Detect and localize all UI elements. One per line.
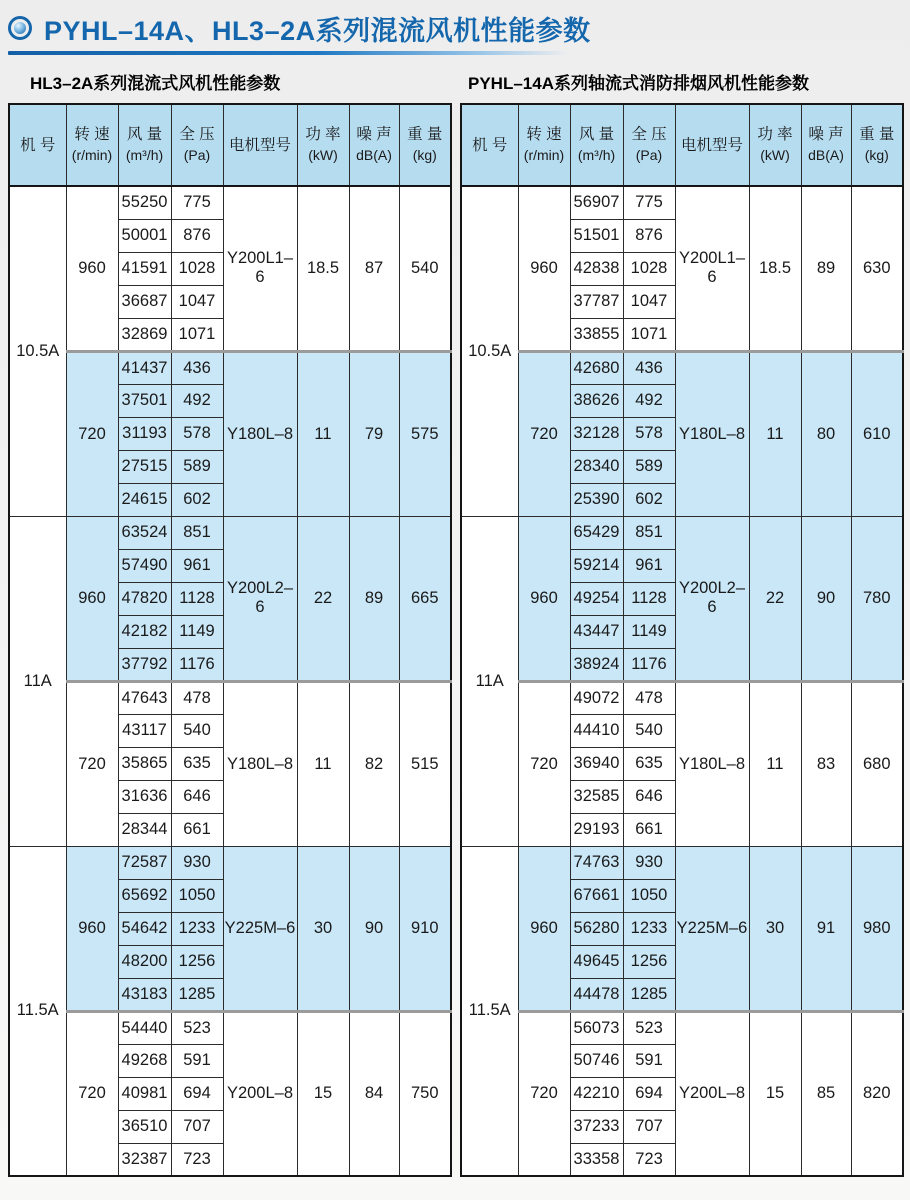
speed-cell: 960 — [66, 516, 118, 681]
pressure-cell: 1128 — [623, 582, 675, 615]
pressure-cell: 1071 — [171, 318, 223, 351]
noise-cell: 83 — [801, 681, 851, 846]
table-row — [461, 681, 903, 714]
pressure-cell: 540 — [623, 714, 675, 747]
noise-cell: 89 — [349, 516, 399, 681]
table-row — [461, 351, 903, 384]
flow-cell: 41437 — [118, 351, 171, 384]
flow-cell: 47643 — [118, 681, 171, 714]
model-cell: 11A — [461, 516, 518, 846]
bullet-core — [14, 22, 26, 34]
flow-cell: 32128 — [570, 417, 623, 450]
flow-cell: 49645 — [570, 945, 623, 978]
pressure-cell: 523 — [623, 1011, 675, 1044]
flow-cell: 25390 — [570, 483, 623, 516]
motor-cell: Y200L1–6 — [223, 186, 297, 351]
column-header-model: 机 号 — [461, 104, 518, 186]
weight-cell: 750 — [399, 1011, 451, 1176]
pressure-cell: 1050 — [623, 879, 675, 912]
page-title: PYHL–14A、HL3–2A系列混流风机性能参数 — [44, 15, 591, 46]
flow-cell: 67661 — [570, 879, 623, 912]
pressure-cell: 1047 — [171, 285, 223, 318]
pressure-cell: 694 — [171, 1077, 223, 1110]
flow-cell: 49072 — [570, 681, 623, 714]
flow-cell: 37787 — [570, 285, 623, 318]
flow-cell: 42838 — [570, 252, 623, 285]
power-cell: 18.5 — [749, 186, 801, 351]
pressure-cell: 661 — [171, 813, 223, 846]
pressure-cell: 492 — [623, 384, 675, 417]
pressure-cell: 1149 — [171, 615, 223, 648]
weight-cell: 980 — [851, 846, 903, 1011]
double-circle-bullet-icon — [8, 16, 32, 40]
power-cell: 11 — [749, 681, 801, 846]
pressure-cell: 1128 — [171, 582, 223, 615]
flow-cell: 32869 — [118, 318, 171, 351]
power-cell: 11 — [749, 351, 801, 516]
pressure-cell: 1028 — [171, 252, 223, 285]
pyhl-14a-subtitle: PYHL–14A系列轴流式消防排烟风机性能参数 — [468, 74, 809, 93]
power-cell: 11 — [297, 681, 349, 846]
pressure-cell: 851 — [623, 516, 675, 549]
pressure-cell: 961 — [171, 549, 223, 582]
pressure-cell: 1050 — [171, 879, 223, 912]
pressure-cell: 1176 — [623, 648, 675, 681]
flow-cell: 44410 — [570, 714, 623, 747]
flow-cell: 42210 — [570, 1077, 623, 1110]
table-row — [461, 186, 903, 219]
power-cell: 11 — [297, 351, 349, 516]
pressure-cell: 589 — [171, 450, 223, 483]
flow-cell: 36940 — [570, 747, 623, 780]
flow-cell: 35865 — [118, 747, 171, 780]
flow-cell: 29193 — [570, 813, 623, 846]
table-row — [461, 846, 903, 879]
weight-cell: 665 — [399, 516, 451, 681]
column-header-noise: 噪 声 dB(A) — [801, 104, 851, 186]
column-header-flow: 风 量 (m³/h) — [118, 104, 171, 186]
flow-cell: 51501 — [570, 219, 623, 252]
flow-cell: 63524 — [118, 516, 171, 549]
table-row — [9, 1011, 451, 1044]
pressure-cell: 591 — [171, 1044, 223, 1077]
table-row — [9, 681, 451, 714]
pressure-cell: 930 — [171, 846, 223, 879]
pressure-cell: 589 — [623, 450, 675, 483]
pressure-cell: 876 — [171, 219, 223, 252]
pressure-cell: 436 — [623, 351, 675, 384]
flow-cell: 65429 — [570, 516, 623, 549]
column-header-motor: 电机型号 — [675, 104, 749, 186]
flow-cell: 36510 — [118, 1110, 171, 1143]
flow-cell: 33855 — [570, 318, 623, 351]
flow-cell: 43447 — [570, 615, 623, 648]
column-header-weight: 重 量 (kg) — [399, 104, 451, 186]
speed-cell: 720 — [66, 1011, 118, 1176]
flow-cell: 36687 — [118, 285, 171, 318]
motor-cell: Y200L–8 — [675, 1011, 749, 1176]
power-cell: 30 — [749, 846, 801, 1011]
table-row — [9, 516, 451, 549]
pressure-cell: 775 — [623, 186, 675, 219]
flow-cell: 49268 — [118, 1044, 171, 1077]
noise-cell: 89 — [801, 186, 851, 351]
weight-cell: 540 — [399, 186, 451, 351]
column-header-pressure: 全 压 (Pa) — [171, 104, 223, 186]
pressure-cell: 723 — [623, 1143, 675, 1176]
power-cell: 22 — [749, 516, 801, 681]
flow-cell: 38626 — [570, 384, 623, 417]
power-cell: 22 — [297, 516, 349, 681]
speed-cell: 720 — [66, 351, 118, 516]
hl3-2a-subtitle: HL3–2A系列混流式风机性能参数 — [30, 74, 281, 93]
pressure-cell: 578 — [623, 417, 675, 450]
flow-cell: 28344 — [118, 813, 171, 846]
pressure-cell: 1285 — [623, 978, 675, 1011]
pressure-cell: 635 — [623, 747, 675, 780]
noise-cell: 80 — [801, 351, 851, 516]
pressure-cell: 591 — [623, 1044, 675, 1077]
flow-cell: 55250 — [118, 186, 171, 219]
column-header-power: 功 率 (kW) — [297, 104, 349, 186]
pressure-cell: 602 — [623, 483, 675, 516]
speed-cell: 960 — [66, 186, 118, 351]
pressure-cell: 876 — [623, 219, 675, 252]
flow-cell: 28340 — [570, 450, 623, 483]
pressure-cell: 1233 — [171, 912, 223, 945]
table-row — [9, 846, 451, 879]
power-cell: 30 — [297, 846, 349, 1011]
motor-cell: Y180L–8 — [223, 681, 297, 846]
noise-cell: 82 — [349, 681, 399, 846]
weight-cell: 515 — [399, 681, 451, 846]
pressure-cell: 694 — [623, 1077, 675, 1110]
flow-cell: 24615 — [118, 483, 171, 516]
flow-cell: 37501 — [118, 384, 171, 417]
speed-cell: 720 — [518, 351, 570, 516]
model-cell: 11.5A — [9, 846, 66, 1176]
pressure-cell: 661 — [623, 813, 675, 846]
motor-cell: Y200L2–6 — [675, 516, 749, 681]
flow-cell: 74763 — [570, 846, 623, 879]
table-row — [9, 351, 451, 384]
flow-cell: 37792 — [118, 648, 171, 681]
speed-cell: 960 — [66, 846, 118, 1011]
weight-cell: 630 — [851, 186, 903, 351]
speed-cell: 960 — [518, 846, 570, 1011]
noise-cell: 91 — [801, 846, 851, 1011]
pressure-cell: 723 — [171, 1143, 223, 1176]
speed-cell: 960 — [518, 186, 570, 351]
pressure-cell: 707 — [623, 1110, 675, 1143]
title-underline — [8, 51, 568, 55]
flow-cell: 48200 — [118, 945, 171, 978]
pressure-cell: 1285 — [171, 978, 223, 1011]
pressure-cell: 1176 — [171, 648, 223, 681]
motor-cell: Y225M–6 — [675, 846, 749, 1011]
flow-cell: 43117 — [118, 714, 171, 747]
pressure-cell: 775 — [171, 186, 223, 219]
pressure-cell: 707 — [171, 1110, 223, 1143]
column-header-speed: 转 速 (r/min) — [518, 104, 570, 186]
pressure-cell: 646 — [623, 780, 675, 813]
pressure-cell: 961 — [623, 549, 675, 582]
flow-cell: 27515 — [118, 450, 171, 483]
weight-cell: 610 — [851, 351, 903, 516]
flow-cell: 50001 — [118, 219, 171, 252]
weight-cell: 910 — [399, 846, 451, 1011]
pressure-cell: 436 — [171, 351, 223, 384]
column-header-weight: 重 量 (kg) — [851, 104, 903, 186]
pressure-cell: 540 — [171, 714, 223, 747]
power-cell: 15 — [297, 1011, 349, 1176]
weight-cell: 780 — [851, 516, 903, 681]
pressure-cell: 478 — [623, 681, 675, 714]
noise-cell: 90 — [349, 846, 399, 1011]
flow-cell: 37233 — [570, 1110, 623, 1143]
motor-cell: Y180L–8 — [675, 351, 749, 516]
pyhl-14a-performance-table — [460, 103, 904, 1177]
flow-cell: 56280 — [570, 912, 623, 945]
pressure-cell: 635 — [171, 747, 223, 780]
pressure-cell: 930 — [623, 846, 675, 879]
column-header-motor: 电机型号 — [223, 104, 297, 186]
motor-cell: Y200L1–6 — [675, 186, 749, 351]
flow-cell: 50746 — [570, 1044, 623, 1077]
column-header-flow: 风 量 (m³/h) — [570, 104, 623, 186]
flow-cell: 38924 — [570, 648, 623, 681]
flow-cell: 32585 — [570, 780, 623, 813]
flow-cell: 41591 — [118, 252, 171, 285]
pressure-cell: 578 — [171, 417, 223, 450]
column-header-noise: 噪 声 dB(A) — [349, 104, 399, 186]
weight-cell: 820 — [851, 1011, 903, 1176]
speed-cell: 720 — [518, 681, 570, 846]
hl3-2a-performance-table — [8, 103, 452, 1177]
flow-cell: 31193 — [118, 417, 171, 450]
hl3-2a-section — [8, 69, 450, 1177]
table-row — [461, 1011, 903, 1044]
pressure-cell: 523 — [171, 1011, 223, 1044]
flow-cell: 65692 — [118, 879, 171, 912]
flow-cell: 47820 — [118, 582, 171, 615]
model-cell: 10.5A — [461, 186, 518, 516]
flow-cell: 72587 — [118, 846, 171, 879]
pressure-cell: 1149 — [623, 615, 675, 648]
power-cell: 15 — [749, 1011, 801, 1176]
flow-cell: 42182 — [118, 615, 171, 648]
flow-cell: 56907 — [570, 186, 623, 219]
flow-cell: 42680 — [570, 351, 623, 384]
flow-cell: 57490 — [118, 549, 171, 582]
pressure-cell: 1047 — [623, 285, 675, 318]
pressure-cell: 1256 — [623, 945, 675, 978]
power-cell: 18.5 — [297, 186, 349, 351]
motor-cell: Y180L–8 — [675, 681, 749, 846]
flow-cell: 31636 — [118, 780, 171, 813]
pressure-cell: 1028 — [623, 252, 675, 285]
pressure-cell: 646 — [171, 780, 223, 813]
noise-cell: 85 — [801, 1011, 851, 1176]
noise-cell: 84 — [349, 1011, 399, 1176]
flow-cell: 40981 — [118, 1077, 171, 1110]
flow-cell: 54642 — [118, 912, 171, 945]
noise-cell: 79 — [349, 351, 399, 516]
flow-cell: 43183 — [118, 978, 171, 1011]
pressure-cell: 1233 — [623, 912, 675, 945]
pyhl-14a-section — [460, 69, 902, 1177]
model-cell: 11A — [9, 516, 66, 846]
column-header-model: 机 号 — [9, 104, 66, 186]
pressure-cell: 1071 — [623, 318, 675, 351]
model-cell: 10.5A — [9, 186, 66, 516]
page-title-row — [8, 10, 902, 46]
pressure-cell: 1256 — [171, 945, 223, 978]
motor-cell: Y200L2–6 — [223, 516, 297, 681]
model-cell: 11.5A — [461, 846, 518, 1176]
flow-cell: 32387 — [118, 1143, 171, 1176]
motor-cell: Y225M–6 — [223, 846, 297, 1011]
noise-cell: 87 — [349, 186, 399, 351]
flow-cell: 49254 — [570, 582, 623, 615]
noise-cell: 90 — [801, 516, 851, 681]
column-header-power: 功 率 (kW) — [749, 104, 801, 186]
motor-cell: Y180L–8 — [223, 351, 297, 516]
flow-cell: 54440 — [118, 1011, 171, 1044]
table-row — [461, 516, 903, 549]
speed-cell: 960 — [518, 516, 570, 681]
flow-cell: 56073 — [570, 1011, 623, 1044]
pressure-cell: 478 — [171, 681, 223, 714]
weight-cell: 680 — [851, 681, 903, 846]
flow-cell: 44478 — [570, 978, 623, 1011]
pressure-cell: 492 — [171, 384, 223, 417]
motor-cell: Y200L–8 — [223, 1011, 297, 1176]
flow-cell: 59214 — [570, 549, 623, 582]
table-row — [9, 186, 451, 219]
flow-cell: 33358 — [570, 1143, 623, 1176]
speed-cell: 720 — [518, 1011, 570, 1176]
pressure-cell: 851 — [171, 516, 223, 549]
column-header-speed: 转 速 (r/min) — [66, 104, 118, 186]
pressure-cell: 602 — [171, 483, 223, 516]
weight-cell: 575 — [399, 351, 451, 516]
column-header-pressure: 全 压 (Pa) — [623, 104, 675, 186]
tables-row — [8, 69, 902, 1177]
speed-cell: 720 — [66, 681, 118, 846]
